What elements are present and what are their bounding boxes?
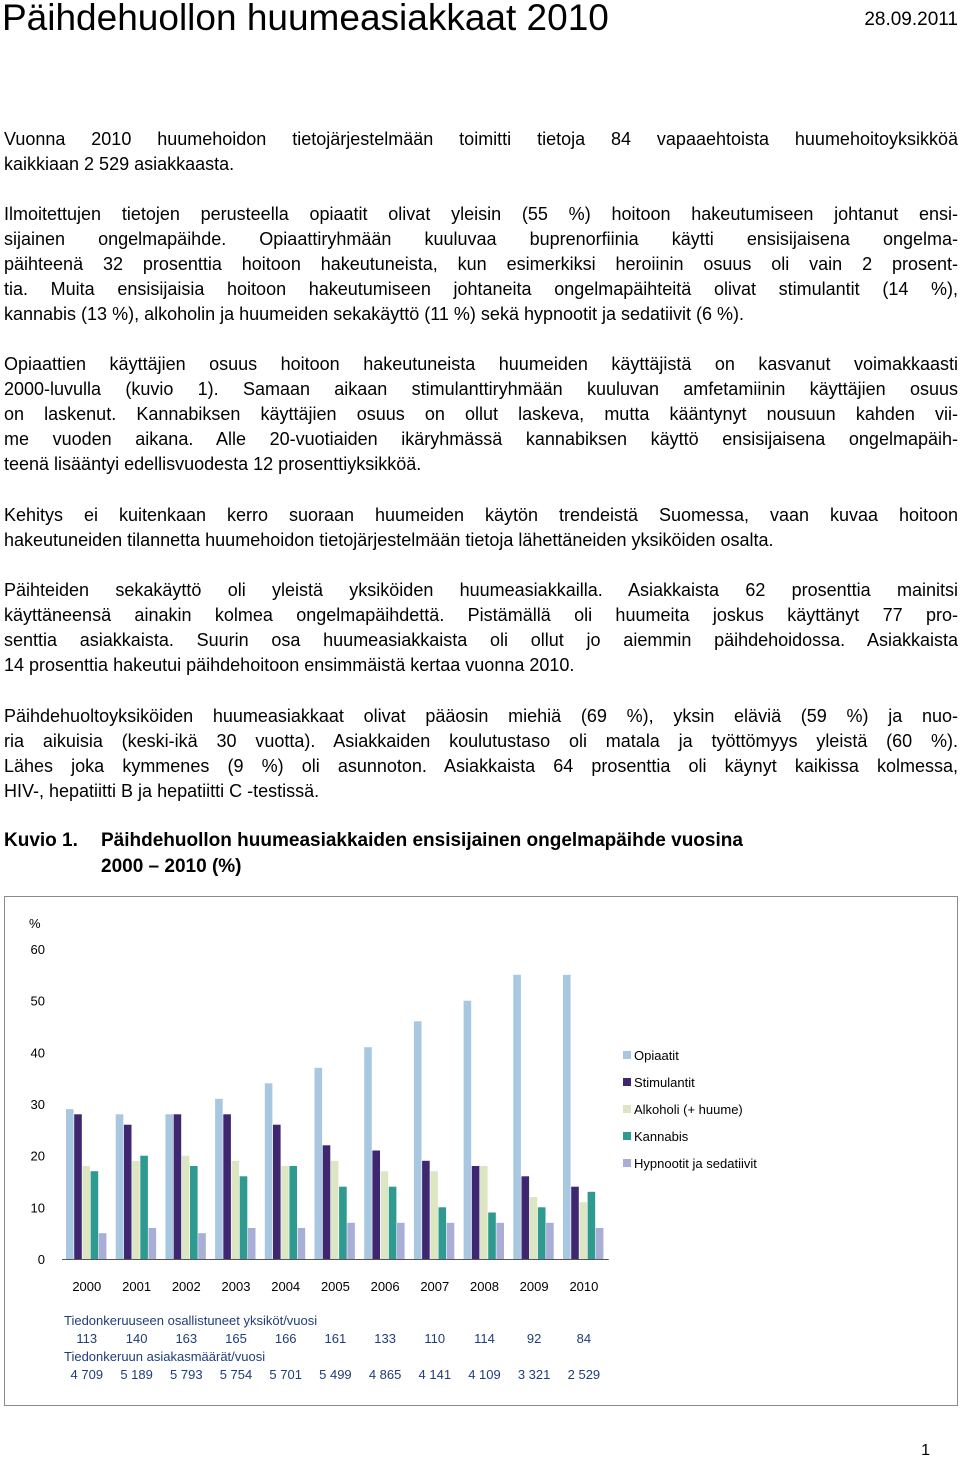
legend-swatch <box>623 1159 631 1167</box>
paragraph-line: kannabis (13 %), alkoholin ja huumeiden sekakäyttö (11 %) sekä hypnootit ja sedatiivit (6 %). <box>4 304 745 324</box>
bar <box>124 1125 132 1259</box>
bar <box>232 1161 240 1259</box>
bar <box>464 1001 472 1259</box>
legend-label: Opiaatit <box>634 1048 679 1063</box>
table-cell: 5 754 <box>219 1367 253 1382</box>
paragraph-line: Opiaattien käyttäjien osuus hoitoon hakeutuneista huumeiden käyttäjistä on kasvanut voimakkaasti <box>4 354 958 374</box>
bar <box>198 1233 206 1259</box>
paragraph-line: 14 prosenttia hakeutui päihdehoitoon ensimmäistä kertaa vuonna 2010. <box>4 655 575 675</box>
y-tick-label: 40 <box>30 1045 45 1061</box>
paragraph-1 <box>4 127 958 177</box>
bar <box>381 1171 389 1259</box>
paragraph-line: sijainen ongelmapäihde. Opiaattiryhmään kuuluvaa buprenorfiinia käytti ensisijaisena ongelma- <box>4 229 958 249</box>
x-tick-label: 2007 <box>420 1279 450 1294</box>
x-tick-label: 2008 <box>470 1279 499 1294</box>
bar <box>488 1213 496 1260</box>
paragraph-line: ria aikuisia (keski-ikä 30 vuotta). Asiakkaiden koulutustaso oli matala ja työttömyys yleistä (60 %). <box>4 731 958 751</box>
table-row-label: Tiedonkeruun asiakasmäärät/vuosi <box>64 1349 266 1364</box>
bar <box>66 1109 74 1259</box>
paragraph-line: tia. Muita ensisijaisia hoitoon hakeutumiseen johtaneita ongelmapäihteitä olivat stimulantit (14 %), <box>4 279 958 299</box>
bar <box>82 1166 90 1259</box>
paragraph-line: Lähes joka kymmenes (9 %) oli asunnoton. Asiakkaista 64 prosenttia oli käynyt kaikissa kolmessa, <box>4 756 958 776</box>
bar <box>588 1192 596 1259</box>
table-cell: 133 <box>374 1331 396 1346</box>
bar <box>571 1187 579 1259</box>
x-tick-label: 2005 <box>320 1279 350 1294</box>
paragraph-line: HIV-, hepatiitti B ja hepatiitti C -testissä. <box>4 781 320 801</box>
bar <box>397 1223 405 1259</box>
bar <box>116 1114 124 1259</box>
bar <box>273 1125 281 1259</box>
paragraph-6 <box>4 704 958 804</box>
bar <box>546 1223 554 1259</box>
bar <box>91 1171 99 1259</box>
table-cell: 5 189 <box>120 1367 153 1382</box>
bar <box>364 1047 372 1259</box>
paragraph-line: 2000-luvulla (kuvio 1). Samaan aikaan stimulanttiryhmään kuuluvan amfetamiinin käyttäjien osuus <box>4 379 958 399</box>
bar <box>579 1202 587 1259</box>
paragraph-line: Vuonna 2010 huumehoidon tietojärjestelmään toimitti tietoja 84 vapaaehtoista huumehoitoyksikköä <box>4 129 958 149</box>
bar <box>563 975 571 1259</box>
bar <box>472 1166 480 1259</box>
bar <box>215 1099 223 1259</box>
paragraph-line: Ilmoitettujen tietojen perusteella opiaatit olivat yleisin (55 %) hoitoon hakeutumiseen johtanut ensi- <box>4 204 958 224</box>
legend-label: Stimulantit <box>634 1075 695 1090</box>
x-tick-label: 2002 <box>171 1279 201 1294</box>
x-tick-label: 2006 <box>370 1279 400 1294</box>
legend-label: Kannabis <box>634 1129 689 1144</box>
paragraph-line: päihteenä 32 prosenttia hoitoon hakeutuneista, kun esimerkiksi heroiinin osuus oli vain 2 prosent- <box>4 254 958 274</box>
bar <box>513 975 521 1259</box>
x-tick-label: 2000 <box>72 1279 102 1294</box>
bar <box>430 1171 438 1259</box>
bar <box>331 1161 339 1259</box>
bar <box>372 1151 380 1260</box>
y-tick-label: 20 <box>30 1148 45 1164</box>
bar <box>182 1156 190 1259</box>
paragraph-2 <box>4 202 958 327</box>
bar <box>240 1176 248 1259</box>
page-header <box>0 0 960 48</box>
bar <box>289 1166 297 1259</box>
bar <box>190 1166 198 1259</box>
legend-label: Hypnootit ja sedatiivit <box>634 1156 757 1171</box>
bar <box>414 1021 422 1259</box>
table-cell: 163 <box>175 1331 198 1346</box>
table-cell: 110 <box>424 1331 446 1346</box>
bar <box>149 1228 157 1259</box>
bar <box>339 1187 347 1259</box>
bar <box>99 1233 107 1259</box>
bar <box>596 1228 604 1259</box>
document-date: 28.09.2011 <box>864 9 958 30</box>
paragraph-line: kaikkiaan 2 529 asiakkaasta. <box>4 154 235 174</box>
bar <box>132 1161 140 1259</box>
bar <box>422 1161 430 1259</box>
figure-title-line: 2000 – 2010 (%) <box>101 856 242 877</box>
y-tick-label: 50 <box>30 993 45 1009</box>
figure-title-line: Päihdehuollon huumeasiakkaiden ensisijainen ongelmapäihde vuosina <box>101 830 743 851</box>
legend-label: Alkoholi (+ huume) <box>634 1102 743 1117</box>
table-cell: 140 <box>125 1331 148 1346</box>
legend-swatch <box>623 1051 631 1059</box>
bar <box>347 1223 355 1259</box>
bar <box>389 1187 397 1259</box>
bar <box>298 1228 306 1259</box>
bar <box>480 1166 488 1259</box>
y-axis-label: % <box>29 916 41 931</box>
bar <box>439 1207 447 1259</box>
table-row-label: Tiedonkeruuseen osallistuneet yksiköt/vuosi <box>64 1313 318 1328</box>
figure-label: Kuvio 1. <box>4 830 78 851</box>
x-tick-label: 2001 <box>122 1279 152 1294</box>
legend-swatch <box>623 1132 631 1140</box>
paragraph-line: senttia asiakkaista. Suurin osa huumeasiakkaista oli ollut jo aiemmin päihdehoidossa. Asiakkaista <box>4 630 958 650</box>
bar <box>530 1197 538 1259</box>
table-cell: 5 701 <box>269 1367 302 1382</box>
table-cell: 92 <box>526 1331 542 1346</box>
bar <box>74 1114 82 1259</box>
bar <box>174 1114 182 1259</box>
paragraph-line: Päihdehuoltoyksiköiden huumeasiakkaat olivat pääosin miehiä (69 %), yksin eläviä (59 %) ja nuo- <box>4 706 958 726</box>
figure-title <box>101 828 861 880</box>
paragraph-line: Päihteiden sekakäyttö oli yleistä yksiköiden huumeasiakkailla. Asiakkaista 62 prosenttia mainitsi <box>4 580 958 600</box>
document-title: Päihdehuollon huumeasiakkaat 2010 <box>2 0 609 38</box>
bar <box>496 1223 504 1259</box>
bar-chart <box>5 897 957 1405</box>
paragraph-4 <box>4 503 958 553</box>
table-cell: 4 709 <box>70 1367 104 1382</box>
bar <box>538 1207 546 1259</box>
paragraph-line: hakeutuneiden tilannetta huumehoidon tietojärjestelmään tietoja lähettäneiden yksiköiden osalta. <box>4 530 774 550</box>
paragraph-line: Kehitys ei kuitenkaan kerro suoraan huumeiden käytön trendeistä Suomessa, vaan kuvaa hoitoon <box>4 505 958 525</box>
paragraph-line: me vuoden aikana. Alle 20-vuotiaiden ikäryhmässä kannabiksen käyttö ensisijaisena ongelmapäih- <box>4 429 958 449</box>
table-cell: 114 <box>474 1331 495 1346</box>
y-tick-label: 0 <box>37 1252 45 1267</box>
table-cell: 84 <box>576 1331 592 1346</box>
bar <box>447 1223 455 1259</box>
table-cell: 2 529 <box>567 1367 601 1382</box>
paragraph-line: käyttäneensä ainakin kolmea ongelmapäihdettä. Pistämällä oli huumeita joskus käyttänyt 77 pro- <box>4 605 958 625</box>
page-number: 1 <box>921 1442 930 1459</box>
table-cell: 113 <box>76 1331 98 1346</box>
x-tick-label: 2003 <box>221 1279 251 1294</box>
y-tick-label: 30 <box>30 1097 45 1112</box>
table-cell: 5 499 <box>319 1367 352 1382</box>
table-cell: 161 <box>324 1331 347 1346</box>
bar <box>315 1068 323 1259</box>
legend-swatch <box>623 1105 631 1113</box>
table-cell: 3 321 <box>517 1367 551 1382</box>
bar <box>323 1145 331 1259</box>
bar <box>248 1228 256 1259</box>
paragraph-3 <box>4 352 958 477</box>
table-cell: 4 109 <box>468 1367 501 1382</box>
legend-swatch <box>623 1078 631 1086</box>
x-tick-label: 2010 <box>569 1279 599 1294</box>
table-cell: 4 141 <box>418 1367 452 1382</box>
paragraph-line: on laskenut. Kannabiksen käyttäjien osuus on ollut laskeva, mutta kääntynyt nousuun kahden vii- <box>4 404 958 424</box>
bar <box>522 1176 530 1259</box>
table-cell: 166 <box>274 1331 297 1346</box>
table-cell: 4 865 <box>368 1367 402 1382</box>
y-tick-label: 60 <box>30 942 45 957</box>
table-cell: 165 <box>225 1331 247 1346</box>
x-tick-label: 2009 <box>519 1279 549 1294</box>
paragraph-line: teenä lisääntyi edellisvuodesta 12 prosenttiyksikköä. <box>4 454 422 474</box>
chart-frame <box>4 896 958 1406</box>
bar <box>265 1083 273 1259</box>
table-cell: 5 793 <box>170 1367 203 1382</box>
paragraph-5 <box>4 578 958 678</box>
bar <box>165 1114 173 1259</box>
bar <box>223 1114 231 1259</box>
bar <box>140 1156 148 1259</box>
y-tick-label: 10 <box>30 1200 45 1216</box>
x-tick-label: 2004 <box>271 1279 301 1294</box>
bar <box>281 1166 289 1259</box>
